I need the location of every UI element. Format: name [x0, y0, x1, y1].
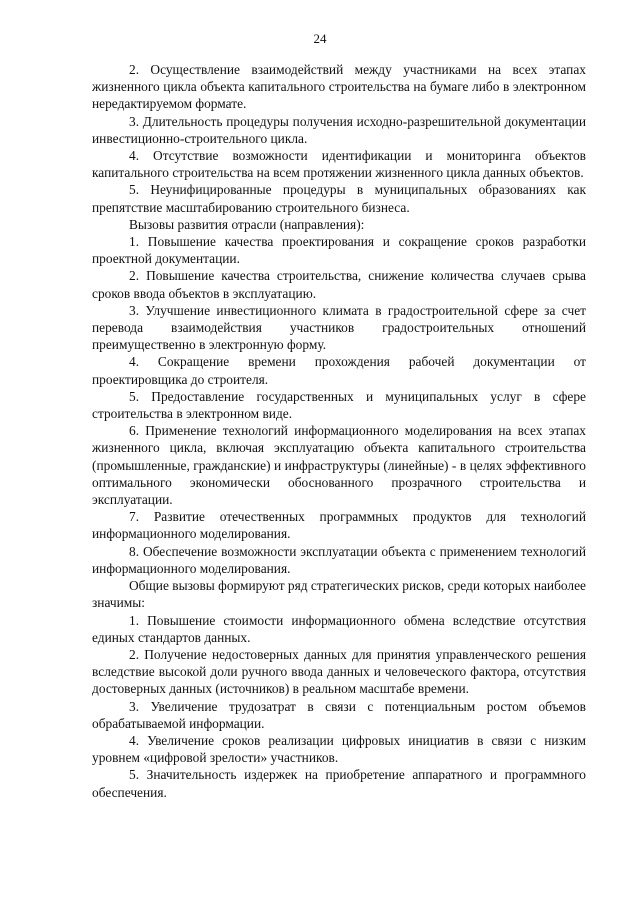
page-number: 24 — [313, 31, 327, 46]
paragraph: 2. Повышение качества строительства, снижение количества случаев срыва сроков ввода объектов в эксплуатацию. — [92, 268, 586, 301]
section-heading: Вызовы развития отрасли (направления): — [129, 216, 365, 232]
paragraph: 1. Повышение качества проектирования и сокращение сроков разработки проектной документации. — [92, 234, 586, 267]
paragraph: 8. Обеспечение возможности эксплуатации объекта с применением технологий информационного моделирования. — [92, 543, 586, 576]
paragraph: 5. Неунифицированные процедуры в муниципальных образованиях как препятствие масштабированию строительного бизнеса. — [92, 182, 586, 215]
paragraph: 3. Улучшение инвестиционного климата в градостроительной сфере за счет перевода взаимодействия участников градостроительных отношений преимущественно в электронную форму. — [92, 302, 586, 353]
paragraph: 4. Увеличение сроков реализации цифровых инициатив в связи с низким уровнем «цифровой зрелости» участников. — [92, 732, 586, 766]
document-body — [92, 61, 586, 801]
paragraph: 6. Применение технологий информационного моделирования на всех этапах жизненного цикла, включая эксплуатацию объекта капитального строительства (промышленные, гражданские) и инфраструктуры (линейные) - в целях эффективного оптимального экономически обоснованного прозрачного строительства и эксплуатации. — [92, 423, 586, 508]
paragraph: 4. Сокращение времени прохождения рабочей документации от проектировщика до строителя. — [92, 354, 586, 387]
paragraph: 3. Увеличение трудозатрат в связи с потенциальным ростом объемов обрабатываемой информации. — [92, 698, 586, 731]
paragraph: 4. Отсутствие возможности идентификации и мониторинга объектов капитального строительства на всем протяжении жизненного цикла данных объектов. — [92, 148, 586, 181]
paragraph: 2. Осуществление взаимодействий между участниками на всех этапах жизненного цикла объекта капитального строительства на бумаге либо в электронном нередактируемом формате. — [92, 62, 586, 112]
paragraph: 7. Развитие отечественных программных продуктов для технологий информационного моделирования. — [92, 509, 586, 542]
paragraph: 3. Длительность процедуры получения исходно-разрешительной документации инвестиционно-строительного цикла. — [92, 113, 586, 146]
paragraph: 1. Повышение стоимости информационного обмена вследствие отсутствия единых стандартов данных. — [92, 612, 586, 645]
paragraph: 5. Предоставление государственных и муниципальных услуг в сфере строительства в электронном виде. — [92, 388, 586, 422]
paragraph: 5. Значительность издержек на приобретение аппаратного и программного обеспечения. — [92, 767, 586, 800]
paragraph: 2. Получение недостоверных данных для принятия управленческого решения вследствие высокой доли ручного ввода данных и человеческого фактора, отсутствия достоверных данных (источников) в реальном масштабе времени. — [92, 646, 586, 697]
section-heading: Общие вызовы формируют ряд стратегических рисков, среди которых наиболее значимы: — [92, 578, 586, 611]
